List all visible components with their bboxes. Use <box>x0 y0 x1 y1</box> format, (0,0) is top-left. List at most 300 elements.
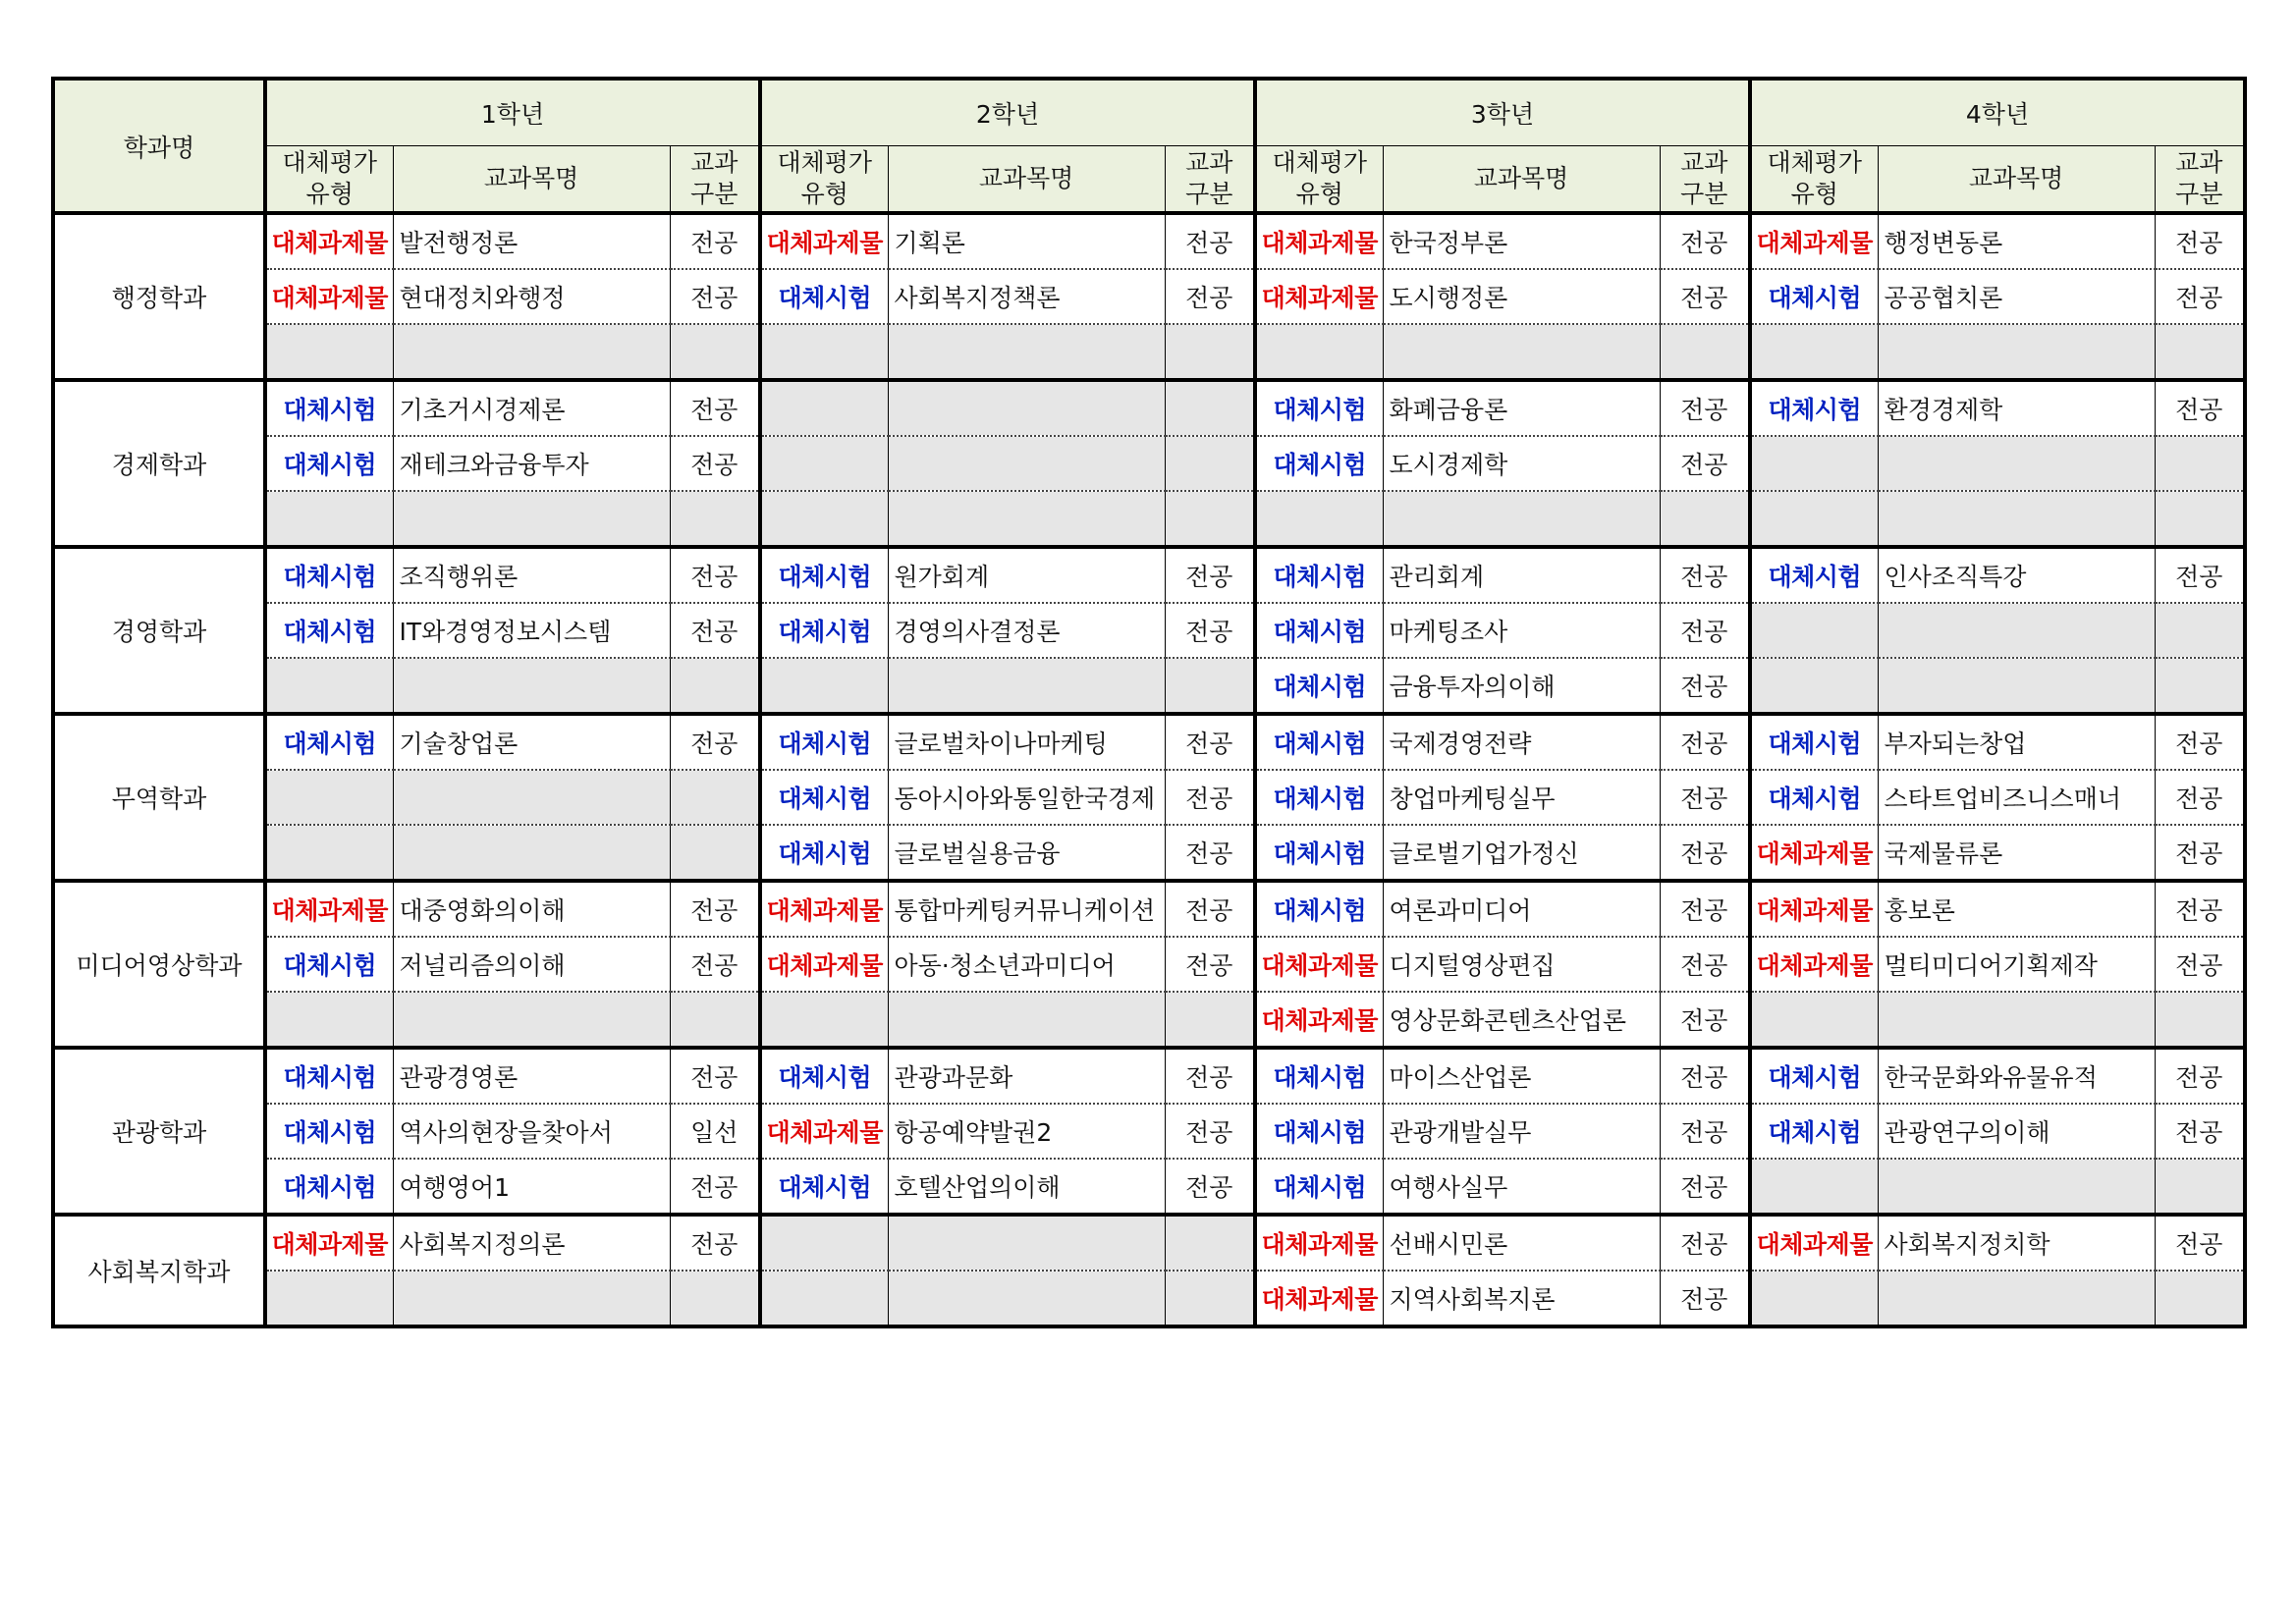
assessment-type-header <box>265 146 393 214</box>
course-category-cell: 전공 <box>670 269 760 324</box>
course-category-cell <box>1165 436 1255 491</box>
course-category-cell: 전공 <box>670 436 760 491</box>
course-category-cell: 전공 <box>1660 881 1750 937</box>
course-name-cell <box>1878 1271 2155 1326</box>
course-category-cell: 전공 <box>1165 1104 1255 1159</box>
course-category-cell: 전공 <box>2155 269 2245 324</box>
course-category-cell: 전공 <box>2155 1104 2245 1159</box>
table-row <box>53 881 2245 937</box>
course-category-cell: 전공 <box>1660 380 1750 436</box>
table-row <box>53 992 2245 1048</box>
assessment-type-cell: 대체과제물 <box>760 1104 888 1159</box>
course-name-cell: 도시행정론 <box>1383 269 1660 324</box>
year-header-2: 2학년 <box>760 79 1255 146</box>
course-category-cell <box>670 324 760 380</box>
course-name-cell <box>888 436 1165 491</box>
assessment-type-cell: 대체시험 <box>1750 547 1878 603</box>
course-category-cell <box>670 1271 760 1326</box>
year-header-1: 1학년 <box>265 79 760 146</box>
course-category-cell: 전공 <box>670 1159 760 1215</box>
year-header-4: 4학년 <box>1750 79 2245 146</box>
assessment-type-header <box>760 146 888 214</box>
assessment-type-cell: 대체시험 <box>265 1104 393 1159</box>
course-name-cell <box>393 1271 670 1326</box>
course-name-cell: 조직행위론 <box>393 547 670 603</box>
course-category-cell: 전공 <box>2155 213 2245 269</box>
course-name-cell: 금융투자의이해 <box>1383 658 1660 714</box>
course-category-cell: 전공 <box>2155 881 2245 937</box>
department-column-header: 학과명 <box>53 79 265 213</box>
course-name-cell <box>888 1215 1165 1271</box>
course-category-cell: 전공 <box>1660 1215 1750 1271</box>
table-row <box>53 825 2245 881</box>
course-category-header-line2: 구분 <box>1680 180 1728 208</box>
course-name-cell: 관광경영론 <box>393 1048 670 1104</box>
table-row <box>53 658 2245 714</box>
assessment-type-cell: 대체시험 <box>265 436 393 491</box>
table-row <box>53 1104 2245 1159</box>
course-category-cell: 전공 <box>1165 269 1255 324</box>
course-category-cell: 전공 <box>1660 213 1750 269</box>
assessment-type-cell: 대체과제물 <box>1255 992 1383 1048</box>
table-row <box>53 269 2245 324</box>
table-row <box>53 1159 2245 1215</box>
course-name-header: 교과목명 <box>1383 146 1660 214</box>
course-name-cell <box>1878 992 2155 1048</box>
course-name-header: 교과목명 <box>888 146 1165 214</box>
course-category-cell: 전공 <box>1660 770 1750 825</box>
table-row <box>53 937 2245 992</box>
assessment-type-cell: 대체시험 <box>1255 436 1383 491</box>
assessment-type-cell: 대체시험 <box>1750 269 1878 324</box>
assessment-type-cell <box>265 1271 393 1326</box>
assessment-type-cell: 대체과제물 <box>1750 937 1878 992</box>
assessment-type-cell: 대체시험 <box>760 547 888 603</box>
course-name-cell: 도시경제학 <box>1383 436 1660 491</box>
course-name-cell <box>1383 324 1660 380</box>
table-row <box>53 714 2245 770</box>
course-name-cell: 원가회계 <box>888 547 1165 603</box>
table-row <box>53 491 2245 547</box>
assessment-type-cell: 대체시험 <box>760 770 888 825</box>
course-name-cell <box>1878 436 2155 491</box>
course-name-cell: 기초거시경제론 <box>393 380 670 436</box>
assessment-type-cell: 대체시험 <box>1255 1048 1383 1104</box>
assessment-type-cell: 대체시험 <box>265 1048 393 1104</box>
assessment-type-cell: 대체과제물 <box>265 269 393 324</box>
course-name-cell <box>888 380 1165 436</box>
course-category-header <box>1660 146 1750 214</box>
course-name-cell: 스타트업비즈니스매너 <box>1878 770 2155 825</box>
course-category-cell: 전공 <box>1660 658 1750 714</box>
course-name-cell: 사회복지정의론 <box>393 1215 670 1271</box>
course-category-cell: 전공 <box>1660 992 1750 1048</box>
course-category-cell <box>1165 992 1255 1048</box>
course-name-cell: IT와경영정보시스템 <box>393 603 670 658</box>
course-name-cell <box>888 1271 1165 1326</box>
course-category-cell: 전공 <box>1660 436 1750 491</box>
course-category-cell: 전공 <box>1165 1048 1255 1104</box>
assessment-type-cell: 대체과제물 <box>1255 937 1383 992</box>
course-name-cell: 디지털영상편집 <box>1383 937 1660 992</box>
course-name-cell: 사회복지정책론 <box>888 269 1165 324</box>
department-name: 관광학과 <box>53 1048 265 1215</box>
course-category-cell: 전공 <box>2155 714 2245 770</box>
course-category-cell <box>670 992 760 1048</box>
course-category-cell <box>1165 380 1255 436</box>
course-category-cell: 전공 <box>670 603 760 658</box>
assessment-type-cell <box>760 658 888 714</box>
assessment-type-cell: 대체과제물 <box>760 213 888 269</box>
course-name-cell: 선배시민론 <box>1383 1215 1660 1271</box>
assessment-type-cell <box>760 380 888 436</box>
course-category-cell: 전공 <box>1165 603 1255 658</box>
assessment-type-cell <box>265 770 393 825</box>
course-name-cell: 사회복지정치학 <box>1878 1215 2155 1271</box>
course-name-cell: 관광과문화 <box>888 1048 1165 1104</box>
course-category-cell <box>2155 658 2245 714</box>
assessment-type-cell: 대체시험 <box>1255 825 1383 881</box>
assessment-type-cell <box>760 324 888 380</box>
course-name-cell: 여행영어1 <box>393 1159 670 1215</box>
course-category-cell <box>1165 658 1255 714</box>
course-name-cell: 환경경제학 <box>1878 380 2155 436</box>
course-category-header-line1: 교과 <box>1680 148 1728 177</box>
assessment-type-cell: 대체시험 <box>760 269 888 324</box>
assessment-type-cell: 대체시험 <box>1255 1104 1383 1159</box>
table-row <box>53 1215 2245 1271</box>
assessment-type-header <box>1750 146 1878 214</box>
assessment-type-cell: 대체시험 <box>265 603 393 658</box>
course-category-header-line2: 구분 <box>2175 180 2223 208</box>
course-name-cell <box>1878 658 2155 714</box>
assessment-type-cell <box>265 491 393 547</box>
course-name-cell: 글로벌기업가정신 <box>1383 825 1660 881</box>
course-category-cell: 전공 <box>2155 1215 2245 1271</box>
course-category-cell <box>2155 603 2245 658</box>
department-name: 경영학과 <box>53 547 265 714</box>
course-category-cell: 전공 <box>1165 714 1255 770</box>
course-category-cell: 전공 <box>1165 213 1255 269</box>
course-category-cell: 전공 <box>670 547 760 603</box>
course-category-cell <box>670 491 760 547</box>
assessment-type-cell: 대체과제물 <box>1255 269 1383 324</box>
course-name-cell: 지역사회복지론 <box>1383 1271 1660 1326</box>
assessment-type-cell: 대체시험 <box>265 1159 393 1215</box>
course-name-cell: 호텔산업의이해 <box>888 1159 1165 1215</box>
course-category-cell: 전공 <box>670 881 760 937</box>
assessment-type-cell <box>1750 1159 1878 1215</box>
course-category-cell <box>670 658 760 714</box>
course-category-cell: 전공 <box>1165 770 1255 825</box>
course-name-cell: 관광연구의이해 <box>1878 1104 2155 1159</box>
course-name-header: 교과목명 <box>1878 146 2155 214</box>
course-name-cell: 재테크와금융투자 <box>393 436 670 491</box>
course-category-cell: 전공 <box>670 380 760 436</box>
alternative-assessment-table <box>51 77 2247 1328</box>
assessment-type-cell: 대체과제물 <box>265 213 393 269</box>
course-name-cell <box>888 658 1165 714</box>
course-name-cell <box>393 658 670 714</box>
course-category-cell: 일선 <box>670 1104 760 1159</box>
course-name-cell: 동아시아와통일한국경제 <box>888 770 1165 825</box>
course-category-cell <box>670 770 760 825</box>
course-name-cell <box>888 491 1165 547</box>
assessment-type-cell <box>1255 491 1383 547</box>
course-name-cell: 글로벌차이나마케팅 <box>888 714 1165 770</box>
table-row <box>53 1048 2245 1104</box>
course-name-cell: 한국문화와유물유적 <box>1878 1048 2155 1104</box>
course-category-cell <box>1660 324 1750 380</box>
course-name-cell: 멀티미디어기획제작 <box>1878 937 2155 992</box>
assessment-type-cell: 대체시험 <box>760 825 888 881</box>
assessment-type-cell <box>265 324 393 380</box>
course-category-cell: 전공 <box>1660 547 1750 603</box>
course-name-cell: 기술창업론 <box>393 714 670 770</box>
course-category-header <box>670 146 760 214</box>
assessment-type-header <box>1255 146 1383 214</box>
course-name-cell: 저널리즘의이해 <box>393 937 670 992</box>
assessment-type-cell <box>265 825 393 881</box>
course-category-cell <box>1165 324 1255 380</box>
assessment-type-cell <box>1750 436 1878 491</box>
course-category-cell: 전공 <box>2155 825 2245 881</box>
assessment-type-cell: 대체과제물 <box>265 881 393 937</box>
assessment-type-cell: 대체과제물 <box>760 881 888 937</box>
course-category-cell <box>670 825 760 881</box>
course-category-cell: 전공 <box>1165 937 1255 992</box>
course-name-cell: 여론과미디어 <box>1383 881 1660 937</box>
course-name-cell: 아동·청소년과미디어 <box>888 937 1165 992</box>
course-category-header-line1: 교과 <box>1185 148 1233 177</box>
assessment-type-cell <box>760 992 888 1048</box>
course-name-cell: 국제물류론 <box>1878 825 2155 881</box>
assessment-type-cell: 대체시험 <box>1255 603 1383 658</box>
course-category-cell <box>2155 324 2245 380</box>
assessment-type-cell <box>1750 1271 1878 1326</box>
course-name-cell: 경영의사결정론 <box>888 603 1165 658</box>
course-name-cell: 관리회계 <box>1383 547 1660 603</box>
assessment-type-header-line2: 유형 <box>800 180 848 208</box>
course-category-cell <box>2155 1159 2245 1215</box>
course-name-cell: 현대정치와행정 <box>393 269 670 324</box>
assessment-type-cell: 대체시험 <box>1750 770 1878 825</box>
course-name-cell: 공공협치론 <box>1878 269 2155 324</box>
course-name-cell: 화폐금융론 <box>1383 380 1660 436</box>
table-row <box>53 547 2245 603</box>
assessment-type-cell: 대체시험 <box>265 714 393 770</box>
assessment-type-cell: 대체시험 <box>1255 380 1383 436</box>
assessment-type-cell: 대체시험 <box>760 714 888 770</box>
course-category-cell: 전공 <box>1660 1159 1750 1215</box>
course-name-cell <box>393 770 670 825</box>
course-name-cell: 대중영화의이해 <box>393 881 670 937</box>
course-name-cell: 발전행정론 <box>393 213 670 269</box>
course-name-cell: 역사의현장을찾아서 <box>393 1104 670 1159</box>
course-name-cell <box>888 992 1165 1048</box>
assessment-type-cell: 대체시험 <box>1255 714 1383 770</box>
course-name-cell: 한국정부론 <box>1383 213 1660 269</box>
assessment-type-cell: 대체과제물 <box>1750 1215 1878 1271</box>
assessment-type-cell <box>760 491 888 547</box>
course-category-cell <box>1165 491 1255 547</box>
assessment-type-cell: 대체시험 <box>1750 714 1878 770</box>
table-row <box>53 380 2245 436</box>
assessment-type-cell <box>760 1215 888 1271</box>
course-category-header-line1: 교과 <box>2175 148 2223 177</box>
course-name-cell: 통합마케팅커뮤니케이션 <box>888 881 1165 937</box>
course-category-cell: 전공 <box>2155 1048 2245 1104</box>
assessment-type-cell: 대체시험 <box>760 603 888 658</box>
assessment-type-header-line1: 대체평가 <box>282 148 378 177</box>
department-name: 사회복지학과 <box>53 1215 265 1326</box>
course-name-cell <box>1878 491 2155 547</box>
course-name-cell <box>393 825 670 881</box>
department-name: 미디어영상학과 <box>53 881 265 1048</box>
assessment-type-cell: 대체과제물 <box>1750 881 1878 937</box>
assessment-type-cell <box>1750 603 1878 658</box>
course-category-cell: 전공 <box>1660 603 1750 658</box>
assessment-type-cell: 대체시험 <box>760 1048 888 1104</box>
course-name-cell: 관광개발실무 <box>1383 1104 1660 1159</box>
course-category-cell: 전공 <box>1660 1104 1750 1159</box>
table-row <box>53 1271 2245 1326</box>
course-name-cell <box>888 324 1165 380</box>
assessment-type-header-line1: 대체평가 <box>777 148 873 177</box>
course-name-cell: 부자되는창업 <box>1878 714 2155 770</box>
course-name-cell: 국제경영전략 <box>1383 714 1660 770</box>
course-category-cell: 전공 <box>2155 937 2245 992</box>
course-category-cell <box>2155 992 2245 1048</box>
assessment-type-cell <box>1255 324 1383 380</box>
course-category-cell: 전공 <box>670 213 760 269</box>
course-name-cell: 마이스산업론 <box>1383 1048 1660 1104</box>
curriculum-table-wrapper <box>51 77 2247 1328</box>
course-category-header <box>1165 146 1255 214</box>
course-category-cell: 전공 <box>1660 825 1750 881</box>
table-row <box>53 770 2245 825</box>
table-row <box>53 436 2245 491</box>
course-name-cell: 항공예약발권2 <box>888 1104 1165 1159</box>
course-category-cell: 전공 <box>1660 1048 1750 1104</box>
course-category-header <box>2155 146 2245 214</box>
assessment-type-cell <box>1750 992 1878 1048</box>
course-category-cell: 전공 <box>670 714 760 770</box>
assessment-type-cell: 대체시험 <box>1255 1159 1383 1215</box>
course-category-cell <box>1165 1271 1255 1326</box>
assessment-type-cell <box>265 658 393 714</box>
course-category-cell <box>1165 1215 1255 1271</box>
table-row <box>53 324 2245 380</box>
department-name: 무역학과 <box>53 714 265 881</box>
assessment-type-cell: 대체과제물 <box>1255 1215 1383 1271</box>
assessment-type-header-line2: 유형 <box>305 180 354 208</box>
course-category-cell: 전공 <box>1660 714 1750 770</box>
assessment-type-cell <box>1750 658 1878 714</box>
assessment-type-header-line1: 대체평가 <box>1272 148 1368 177</box>
assessment-type-cell: 대체과제물 <box>265 1215 393 1271</box>
assessment-type-cell: 대체시험 <box>1255 770 1383 825</box>
course-category-cell <box>2155 491 2245 547</box>
course-category-cell: 전공 <box>1165 825 1255 881</box>
course-name-cell <box>393 491 670 547</box>
table-row <box>53 603 2245 658</box>
course-category-cell: 전공 <box>2155 770 2245 825</box>
assessment-type-cell: 대체과제물 <box>1255 1271 1383 1326</box>
course-category-cell: 전공 <box>1165 881 1255 937</box>
course-category-cell: 전공 <box>1660 1271 1750 1326</box>
assessment-type-cell <box>265 992 393 1048</box>
assessment-type-cell: 대체시험 <box>265 380 393 436</box>
course-name-cell: 여행사실무 <box>1383 1159 1660 1215</box>
assessment-type-cell: 대체시험 <box>1255 881 1383 937</box>
assessment-type-cell <box>760 1271 888 1326</box>
assessment-type-cell: 대체시험 <box>1750 1104 1878 1159</box>
assessment-type-cell: 대체시험 <box>265 937 393 992</box>
course-name-cell <box>1878 603 2155 658</box>
course-name-cell <box>1383 491 1660 547</box>
assessment-type-cell <box>1750 324 1878 380</box>
course-category-cell: 전공 <box>1660 269 1750 324</box>
course-category-cell: 전공 <box>1660 937 1750 992</box>
course-name-cell: 홍보론 <box>1878 881 2155 937</box>
course-name-cell: 글로벌실용금융 <box>888 825 1165 881</box>
course-name-cell <box>1878 1159 2155 1215</box>
course-category-cell <box>2155 1271 2245 1326</box>
assessment-type-cell: 대체과제물 <box>1750 825 1878 881</box>
course-category-cell <box>1660 491 1750 547</box>
course-category-header-line2: 구분 <box>1185 180 1233 208</box>
assessment-type-cell: 대체과제물 <box>1255 213 1383 269</box>
course-name-cell: 영상문화콘텐츠산업론 <box>1383 992 1660 1048</box>
assessment-type-cell: 대체시험 <box>265 547 393 603</box>
course-name-cell: 행정변동론 <box>1878 213 2155 269</box>
course-name-cell <box>1878 324 2155 380</box>
assessment-type-cell: 대체시험 <box>1255 658 1383 714</box>
assessment-type-cell: 대체시험 <box>1750 1048 1878 1104</box>
course-name-header: 교과목명 <box>393 146 670 214</box>
course-category-cell: 전공 <box>2155 380 2245 436</box>
assessment-type-cell: 대체시험 <box>760 1159 888 1215</box>
course-name-cell <box>393 324 670 380</box>
year-header-3: 3학년 <box>1255 79 1750 146</box>
course-name-cell: 창업마케팅실무 <box>1383 770 1660 825</box>
course-category-cell <box>2155 436 2245 491</box>
course-category-header-line1: 교과 <box>690 148 738 177</box>
table-row <box>53 213 2245 269</box>
course-category-cell: 전공 <box>670 937 760 992</box>
assessment-type-cell: 대체과제물 <box>1750 213 1878 269</box>
course-name-cell <box>393 992 670 1048</box>
department-name: 행정학과 <box>53 213 265 380</box>
assessment-type-cell: 대체과제물 <box>760 937 888 992</box>
course-category-cell: 전공 <box>670 1048 760 1104</box>
assessment-type-cell <box>1750 491 1878 547</box>
course-category-cell: 전공 <box>1165 1159 1255 1215</box>
department-name: 경제학과 <box>53 380 265 547</box>
assessment-type-cell: 대체시험 <box>1255 547 1383 603</box>
course-name-cell: 마케팅조사 <box>1383 603 1660 658</box>
course-category-cell: 전공 <box>1165 547 1255 603</box>
assessment-type-header-line2: 유형 <box>1295 180 1343 208</box>
course-category-header-line2: 구분 <box>690 180 738 208</box>
assessment-type-header-line2: 유형 <box>1790 180 1838 208</box>
course-category-cell: 전공 <box>670 1215 760 1271</box>
assessment-type-cell: 대체시험 <box>1750 380 1878 436</box>
course-name-cell: 기획론 <box>888 213 1165 269</box>
assessment-type-cell <box>760 436 888 491</box>
course-name-cell: 인사조직특강 <box>1878 547 2155 603</box>
